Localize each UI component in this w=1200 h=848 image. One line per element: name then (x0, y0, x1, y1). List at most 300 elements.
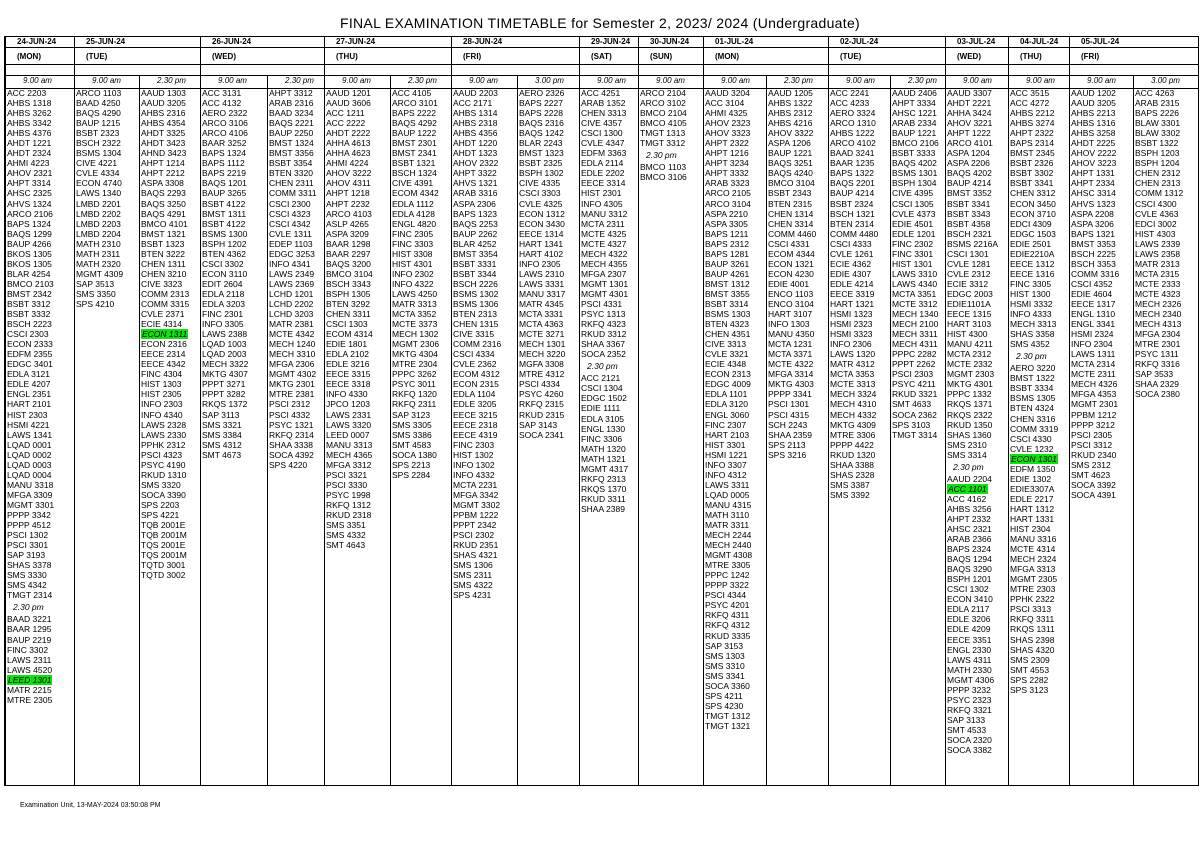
course-code: BSBT 3333 (892, 148, 936, 159)
course-code: BMST 3355 (705, 288, 750, 299)
course-code: MANU 3317 (519, 288, 566, 299)
course-code: EDCI 3002 (1135, 218, 1177, 229)
course-code: CIVE 4395 (892, 188, 934, 199)
course-code: HART 2103 (705, 429, 750, 440)
course-code: MTRE 4312 (519, 369, 565, 380)
course-code: ASLP 4265 (326, 218, 369, 229)
course-code: AHBS 3262 (7, 108, 52, 119)
course-code: AAUD 2203 (453, 88, 498, 98)
course-code: AHPT 3314 (7, 178, 51, 189)
course-code: MECH 4313 (1135, 319, 1182, 330)
course-code: SMS 3330 (7, 570, 47, 581)
course-code: AHOV 3323 (705, 128, 751, 139)
course-code: COMM 1312 (1135, 188, 1184, 199)
course-code: BAPS 2219 (202, 168, 246, 179)
course-code: AAUD 1205 (768, 88, 813, 98)
course-list (828, 88, 878, 500)
course-code: MECH 2100 (892, 319, 939, 330)
course-code: RKQS 1370 (581, 483, 627, 494)
course-code: HIST 1302 (453, 449, 494, 460)
date-header: 04-JUL-24 (1020, 37, 1059, 46)
course-code: ENGL 3341 (1071, 319, 1116, 330)
course-code: HART 3103 (947, 319, 992, 330)
course-code: MATH 1321 (581, 453, 626, 464)
course-code: AHDT 1323 (453, 148, 498, 159)
course-code: SHAS 4320 (1010, 644, 1055, 655)
course-code: BKOS 1305 (7, 248, 52, 259)
course-code: BSBT 2326 (1010, 158, 1054, 169)
course-code: BSPH 1304 (892, 178, 937, 189)
course-code: BAQS 4292 (392, 118, 437, 129)
course-code: SMS 3387 (830, 479, 870, 490)
course-code: AHSC 2321 (947, 524, 992, 535)
course-code: MGMT 4317 (581, 463, 629, 474)
course-code: PPPT 2342 (453, 520, 497, 531)
course-code: SMS 3386 (392, 429, 432, 440)
course-code: SMS 4322 (453, 580, 493, 591)
course-code: ARAB 3316 (453, 188, 498, 199)
course-code: MFGA 2307 (581, 268, 627, 279)
course-code: SMS 3351 (326, 520, 366, 531)
course-list (74, 88, 123, 309)
course-code: EDLE 2217 (1010, 493, 1054, 504)
course-code: PPPP 3322 (705, 580, 749, 591)
course-code: BAQS 1294 (947, 554, 992, 565)
course-code: ACC 4105 (392, 88, 432, 98)
course-code: ARCO 4101 (947, 138, 993, 149)
course-code: BSBT 1321 (392, 158, 436, 169)
course-code: BSCH 2225 (1071, 248, 1116, 259)
course-code: AHOV 2323 (705, 118, 751, 129)
course-code: MECH 2244 (705, 530, 752, 541)
time-slot: 2.30 pm (285, 76, 314, 85)
course-code: ARCO 4106 (202, 128, 248, 139)
course-code: ECON 4740 (76, 178, 122, 189)
course-code: CSCI 4330 (1010, 433, 1052, 444)
course-code: CSCI 2303 (7, 329, 49, 340)
course-code: RKUD 1350 (947, 419, 993, 430)
course-code: HART 4102 (519, 248, 564, 259)
course-code: EDGC 3401 (7, 359, 53, 370)
course-code: RKUD 3321 (892, 389, 938, 400)
course-code: LAWS 1341 (7, 429, 53, 440)
course-code: RKUD 1310 (141, 469, 187, 480)
course-code: MCTA 3353 (830, 369, 875, 380)
course-list (200, 88, 248, 460)
course-code: SPS 3103 (892, 419, 931, 430)
course-code: MCTA 3352 (392, 309, 437, 320)
course-code: CVLE 1232 (1010, 443, 1054, 454)
course-code: TMGT 3312 (640, 138, 686, 149)
course-code: AAUD 3606 (326, 98, 371, 109)
course-code: MECH 4332 (830, 409, 877, 420)
course-code: MCTA 2311 (581, 218, 625, 229)
course-code: HART 1341 (519, 238, 564, 249)
course-code: ACC 2171 (453, 98, 493, 109)
course-code: LQAD 0004 (7, 469, 52, 480)
course-code: PSCI 4332 (269, 409, 311, 420)
course-code: EDLE 3216 (326, 359, 370, 370)
course-code: TQB 2001M (141, 530, 187, 541)
course-list (703, 88, 752, 731)
course-list (267, 88, 317, 470)
course-code: MKTG 4304 (392, 349, 438, 360)
course-code: CHEN 2313 (1135, 178, 1181, 189)
course-code: ENGL 1310 (1071, 309, 1116, 320)
course-code: PPPP 3212 (1071, 419, 1115, 430)
course-code: EDLE 4214 (830, 278, 874, 289)
course-code: BAPS 1112 (202, 158, 245, 169)
course-code: MGMT 2305 (1010, 574, 1058, 585)
course-code: HART 1312 (1010, 503, 1055, 514)
course-code: FINC 4304 (141, 369, 183, 380)
weekday-label: (MON) (17, 52, 41, 61)
course-code: MATR 4345 (519, 298, 564, 309)
course-code: MGMT 2306 (392, 339, 440, 350)
course-code: EDLA 2117 (947, 604, 990, 615)
course-code: BSBT 1322 (1135, 138, 1179, 149)
course-code: RKFQ 1312 (326, 499, 371, 510)
course-code: BSBT 3314 (705, 298, 749, 309)
course-code: CSCI 1301 (947, 248, 989, 259)
course-code: EDGC 2003 (947, 288, 993, 299)
course-code: AHPT 2212 (141, 168, 185, 179)
date-header: 28-JUN-24 (463, 37, 503, 46)
course-code: INFO 2302 (392, 268, 434, 279)
course-code: PSCI 3312 (1071, 439, 1113, 450)
course-code: SHAA 2329 (1135, 379, 1179, 390)
course-code: MATR 3313 (392, 298, 437, 309)
course-code: EDGC 1503 (1010, 228, 1056, 239)
course-code: MGMT 4306 (947, 674, 995, 685)
course-code: LQAD 2003 (202, 349, 247, 360)
course-code: ENGL 2330 (947, 644, 992, 655)
course-code: SHAS 3378 (7, 560, 52, 571)
course-code: AHBS 3258 (1071, 128, 1116, 139)
course-code: COMM 4480 (830, 228, 879, 239)
course-code: RKFQ 3311 (1010, 614, 1055, 625)
course-code: PPPT 3282 (202, 389, 246, 400)
course-code: ECIE 4348 (705, 359, 747, 370)
course-code: SOCA 3390 (141, 489, 186, 500)
course-code: BSPH 1202 (202, 238, 247, 249)
course-code: ECOM 4342 (392, 188, 439, 199)
course-code: SPS 2113 (768, 439, 806, 450)
course-code: BAAD 4250 (76, 98, 121, 109)
course-code: AHPT 3234 (705, 158, 749, 169)
course-code: HIST 4300 (947, 329, 988, 340)
course-code: EECE 1312 (1010, 258, 1055, 269)
course-code: ECOM 4312 (453, 369, 500, 380)
course-code: MGMT 4301 (581, 288, 629, 299)
course-code: ECON 1321 (768, 258, 814, 269)
course-code: COMM 3311 (269, 188, 317, 199)
date-header: 24-JUN-24 (17, 37, 57, 46)
course-code: MKTG 4309 (830, 419, 876, 430)
course-code: ACC 2121 (581, 373, 621, 384)
course-code: CIVE 4221 (76, 158, 118, 169)
page-title: FINAL EXAMINATION TIMETABLE for Semester 2, 2023/ 2024 (Undergraduate) (339, 15, 861, 31)
course-code: AHSC 1221 (892, 108, 937, 119)
course-code: RKQS 1371 (947, 399, 993, 410)
weekday-label: (SAT) (591, 52, 612, 61)
course-code: ENCO 3104 (768, 298, 814, 309)
course-code: AAUD 3307 (947, 88, 992, 98)
course-code: SMS 2311 (453, 570, 493, 581)
course-code: HIST 2305 (141, 389, 182, 400)
course-code: HSMI 2324 (1071, 329, 1114, 340)
course-code: BAPS 2314 (1010, 138, 1054, 149)
course-code: BMST 1323 (519, 148, 564, 159)
course-code: AAUD 3205 (141, 98, 186, 109)
course-code: ECOM 4314 (326, 329, 373, 340)
course-code: MATH 2320 (76, 258, 121, 269)
course-code: AHBS 4376 (7, 128, 52, 139)
course-code: BSCH 1324 (392, 168, 437, 179)
course-code: BAPS 2222 (392, 108, 436, 119)
course-code: EDLA 4128 (392, 208, 436, 219)
course-code: EDIE 4001 (768, 278, 810, 289)
course-code: ARCO 3106 (202, 118, 248, 129)
course-code: EDLA 2114 (581, 158, 624, 169)
course-code: INFO 4340 (141, 409, 183, 420)
course-code: SOCA 1380 (392, 449, 437, 460)
course-code: PSYC 4211 (892, 379, 936, 390)
course-code: BMST 1312 (705, 278, 750, 289)
course-code: BSBT 3334 (1010, 383, 1054, 394)
footer-stamp: Examination Unit, 13-MAY-2024 03:50:08 PM (20, 802, 161, 809)
course-code: EECE 3351 (947, 634, 992, 645)
course-code: MTRE 2303 (1010, 584, 1056, 595)
course-code: AHOV 2222 (1071, 148, 1117, 159)
time-slot: 2.30 pm (908, 76, 937, 85)
time-slot: 9.00 am (846, 76, 875, 85)
course-code: PPPP 3342 (7, 509, 51, 520)
course-code: ECON 3110 (202, 268, 248, 279)
course-code: ACC 4132 (202, 98, 242, 109)
session-label: 2.30 pm (587, 361, 618, 372)
course-code: SHAS 2398 (1010, 634, 1055, 645)
course-code: AHDT 3325 (141, 128, 186, 139)
course-code: ARCO 2106 (7, 208, 53, 219)
course-code: BSMS 1304 (76, 148, 122, 159)
course-code: HIST 1301 (892, 258, 933, 269)
course-code: MCTE 4342 (269, 329, 315, 340)
course-code: LAWS 3311 (705, 479, 750, 490)
course-code: ECON 3450 (1010, 198, 1056, 209)
course-code: MGMT 4308 (705, 550, 753, 561)
course-code: PPPC 1332 (947, 389, 992, 400)
course-code: ECON 1312 (519, 208, 565, 219)
course-code: CIVE 3323 (141, 278, 183, 289)
course-code: LAWS 2331 (326, 409, 372, 420)
course-code: SMS 3310 (705, 660, 745, 671)
time-slot: 9.00 am (23, 76, 52, 85)
course-code: PSYC 1311 (1135, 349, 1179, 360)
course-code: MGFA 3308 (519, 359, 564, 370)
course-code: BSMS 2216A (947, 238, 999, 249)
course-code: RKUD 2340 (1071, 449, 1117, 460)
course-code: ECON 2313 (705, 369, 751, 380)
course-code: AHBS 2312 (768, 108, 813, 119)
course-code: BAQS 3251 (768, 158, 813, 169)
course-code: HART 1331 (1010, 513, 1055, 524)
course-code: BMST 3354 (453, 248, 498, 259)
course-code: ARCO 3104 (705, 198, 751, 209)
course-code: CVLE 4347 (581, 138, 625, 149)
course-code: ACC 2222 (326, 118, 366, 129)
course-code: EDEP 1103 (269, 238, 313, 249)
course-code: BAPS 2228 (519, 108, 563, 119)
course-code: HSMI 3332 (1010, 298, 1053, 309)
course-code: ACC 3131 (202, 88, 242, 98)
course-code: RKFQ 4312 (705, 620, 750, 631)
course-code: AHDT 2222 (326, 128, 371, 139)
course-code: CIVE 3315 (453, 329, 495, 340)
course-code: EECE 2318 (453, 419, 498, 430)
course-code: CHEN 1315 (453, 319, 499, 330)
course-code: CIVE 3313 (705, 339, 747, 350)
course-code: BLAW 3301 (1135, 118, 1181, 129)
course-code: ARAB 2315 (1135, 98, 1180, 109)
course-code: EDGC 3253 (269, 248, 315, 259)
course-code: AHPT 2232 (326, 198, 370, 209)
course-code: CSCI 3303 (519, 188, 561, 199)
course-code: SPS 4220 (269, 459, 308, 470)
course-code: RKFQ 4311 (705, 610, 750, 621)
course-code: MFGA 2304 (1135, 329, 1181, 340)
course-code: BKOS 1305 (7, 258, 52, 269)
course-code: BAAR 1295 (7, 624, 52, 635)
time-slot: 9.00 am (469, 76, 498, 85)
date-header: 02-JUL-24 (840, 37, 879, 46)
course-code: AAUD 2204 (947, 473, 992, 484)
course-code: HIST 4301 (392, 258, 433, 269)
course-code: AHOV 2322 (453, 158, 499, 169)
course-code: BMST 3352 (947, 188, 992, 199)
course-code: FINC 3303 (392, 238, 434, 249)
course-code: TQTD 3002 (141, 570, 186, 581)
course-code: CSCI 4342 (269, 218, 311, 229)
course-code: BAPS 1322 (830, 168, 874, 179)
course-code: SMS 3341 (705, 670, 745, 681)
course-code: AHPT 3332 (705, 168, 749, 179)
course-code: MCTE 4314 (1010, 544, 1056, 555)
course-code: MCTA 2314 (1071, 359, 1116, 370)
course-code: CHEN 3314 (768, 218, 814, 229)
course-code: EDLA 3121 (7, 369, 51, 380)
course-code: EDFM 2355 (7, 349, 53, 360)
course-code: BSMS 1306 (453, 298, 499, 309)
course-code: BAQS 4202 (947, 168, 992, 179)
course-code: SMT 4673 (202, 449, 242, 460)
course-code: SAP 3133 (947, 714, 986, 725)
course-code: PSYC 1998 (326, 489, 371, 500)
course-code: ACC 4162 (947, 493, 987, 504)
course-code: SAP 3113 (202, 409, 240, 420)
course-code: PSCI 3330 (326, 479, 368, 490)
course-code: BMCO 3104 (326, 268, 373, 279)
course-code: AHBS 4356 (453, 128, 498, 139)
course-code: PSYC 4260 (519, 389, 564, 400)
course-code: AERO 3324 (830, 108, 876, 119)
course-code: MATH 2310 (76, 238, 121, 249)
course-code: BAUP 1215 (76, 118, 121, 129)
course-code: BMST 1321 (141, 228, 186, 239)
timetable (4, 36, 1199, 786)
course-code: LAWS 2388 (202, 329, 248, 340)
course-code: CHEN 3312 (1010, 188, 1056, 199)
course-code: SPS 2213 (392, 459, 431, 470)
course-code: MATR 4312 (830, 359, 875, 370)
course-code: BAAD 3241 (830, 148, 875, 159)
course-code: ACC 4233 (830, 98, 870, 109)
course-code: BSBT 2343 (768, 188, 812, 199)
course-code: ARAB 2316 (269, 98, 314, 109)
course-code: AHPT 1222 (947, 128, 991, 139)
course-code: PPHK 2322 (1010, 594, 1055, 605)
course-code: CSCI 1302 (947, 584, 989, 595)
course-code: MCTA 4363 (519, 319, 564, 330)
course-code: MGMT 3302 (453, 499, 501, 510)
course-code: MECH 2326 (1135, 298, 1182, 309)
course-code: BAQS 4240 (768, 168, 813, 179)
course-code: LQAD 0003 (7, 459, 52, 470)
course-code: AHSC 2325 (7, 188, 52, 199)
course-code: BAAD 3221 (7, 614, 52, 625)
course-code: RKUD 3312 (581, 329, 627, 340)
course-code: BMCO 2103 (7, 278, 54, 289)
course-code: ASPA 3209 (326, 228, 369, 239)
course-code: BAQS 2201 (830, 178, 875, 189)
course-code: MATR 3311 (705, 520, 750, 531)
session-label: 2.30 pm (13, 602, 44, 613)
course-code: HIST 2301 (581, 188, 622, 199)
course-code: BMST 1322 (1010, 373, 1055, 384)
course-code: MECH 2340 (1135, 309, 1182, 320)
course-list (1133, 88, 1183, 399)
course-code: SPS 2282 (1010, 674, 1049, 685)
course-code: MTRE 2301 (1135, 339, 1181, 350)
course-code: ECOM 4344 (768, 248, 815, 259)
course-code: EDGC 4009 (705, 379, 751, 390)
course-code: EDLA 3105 (581, 413, 625, 424)
course-code: ARCO 1310 (830, 118, 876, 129)
course-code: AHBS 1322 (768, 98, 813, 109)
course-code: HSMI 2323 (830, 319, 873, 330)
course-code: AHPT 3312 (269, 88, 313, 98)
course-code: MECH 3322 (202, 359, 249, 370)
course-code: AHOV 3223 (1071, 158, 1117, 169)
course-code: AHSC 3314 (1071, 188, 1116, 199)
course-code: CHEN 2312 (1135, 168, 1181, 179)
course-code: EDIE 1111 (581, 403, 621, 414)
course-code: EECE 4342 (141, 359, 186, 370)
course-code: BAPS 1281 (705, 248, 749, 259)
course-code: MFGA 3313 (1010, 564, 1056, 575)
course-code: INFO 3305 (202, 319, 244, 330)
course-code: CSCI 4334 (453, 349, 495, 360)
course-code: BMCO 1103 (640, 162, 687, 173)
course-code: BMST 1311 (202, 208, 247, 219)
course-code: BSBT 2325 (519, 158, 563, 169)
course-code: CIVE 4391 (392, 178, 434, 189)
course-code: SMS 3314 (947, 449, 987, 460)
course-code (7, 675, 54, 685)
course-list (766, 88, 816, 460)
course-code: EDIE 2501 (1010, 238, 1052, 249)
course-code: AHPT 3322 (453, 168, 497, 179)
